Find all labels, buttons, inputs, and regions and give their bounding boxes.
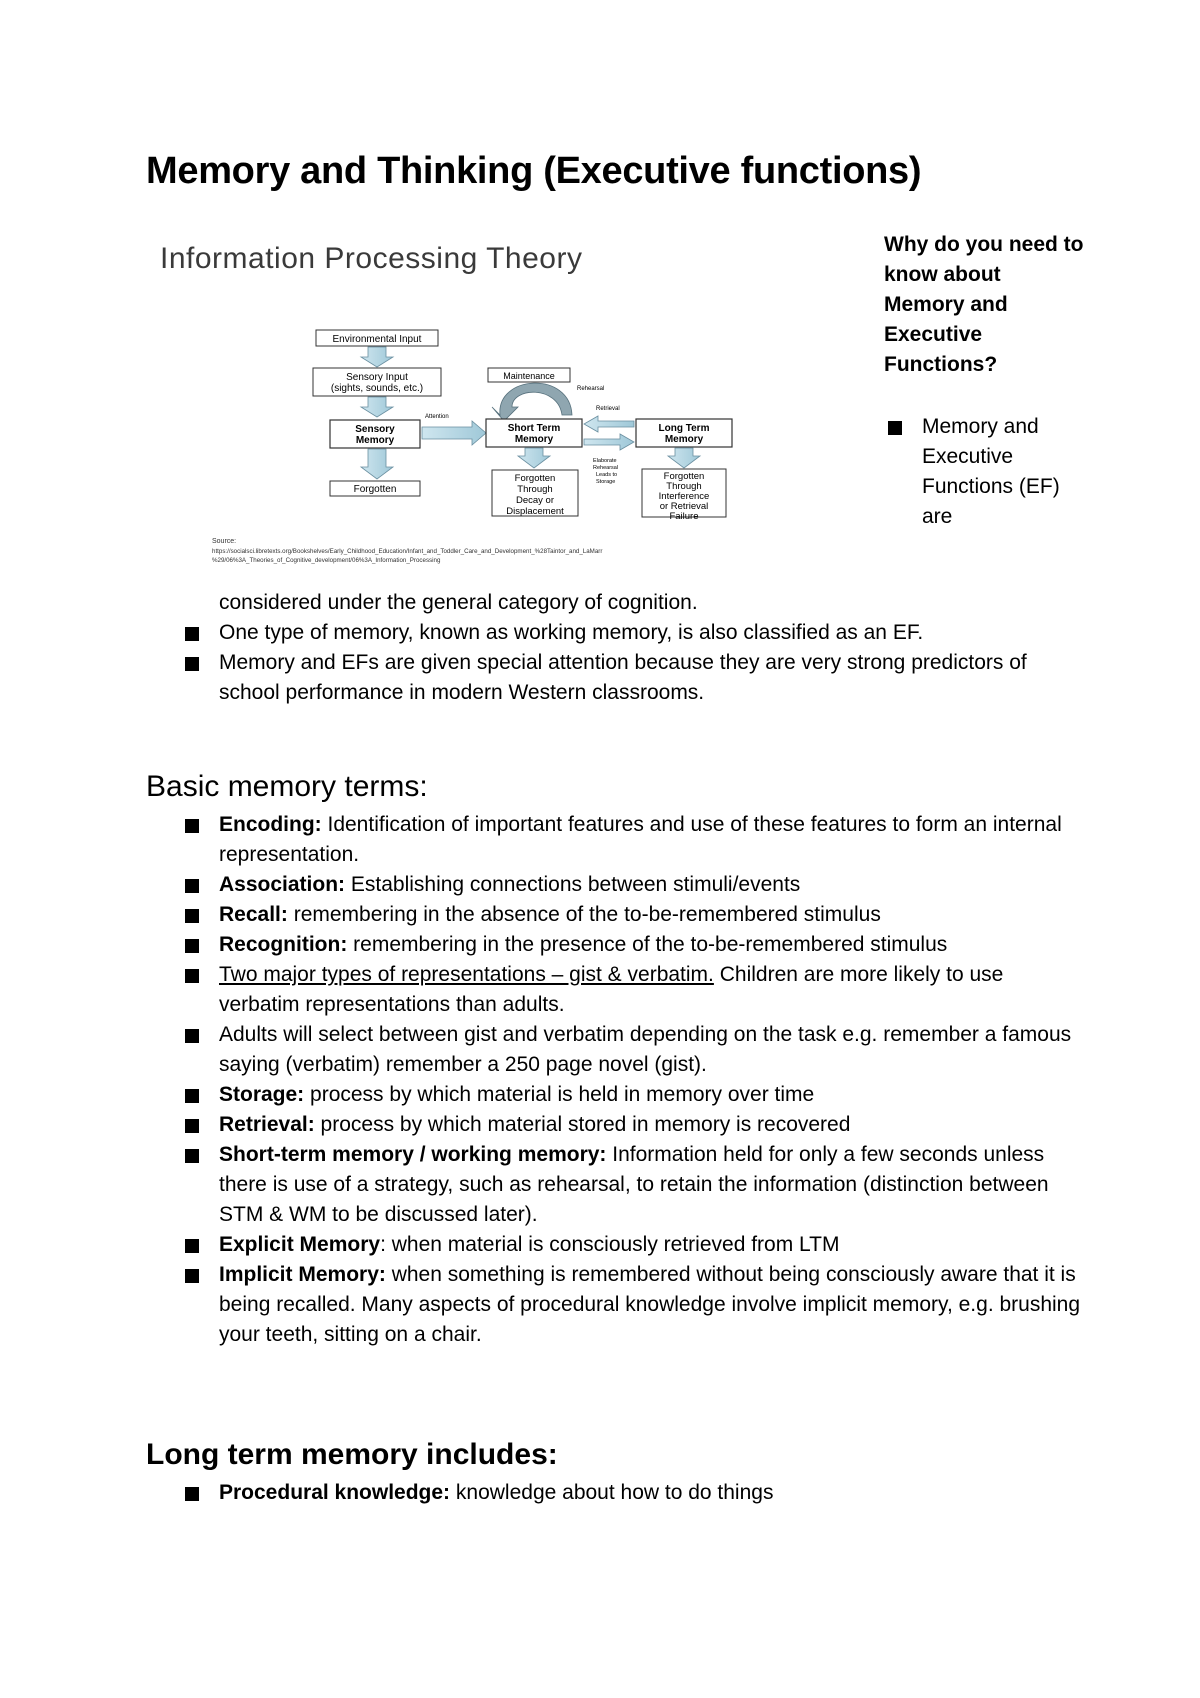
svg-text:Retrieval: Retrieval bbox=[596, 406, 620, 412]
bullet-square-icon bbox=[185, 819, 199, 833]
svg-text:Through: Through bbox=[666, 481, 702, 492]
list-item bbox=[219, 618, 1079, 648]
down-arrow bbox=[518, 448, 550, 468]
list-item bbox=[219, 960, 1089, 1020]
svg-text:Maintenance: Maintenance bbox=[503, 371, 555, 381]
env-input-box bbox=[316, 330, 438, 346]
term-text: process by which material stored in memory is recovered bbox=[314, 1113, 851, 1136]
term-text: remembering in the absence of the to-be-remembered stimulus bbox=[287, 903, 881, 926]
list-item bbox=[219, 1230, 1089, 1260]
underlined-text: Two major types of representations – gist & verbatim. bbox=[219, 963, 714, 986]
list-item bbox=[219, 810, 1089, 870]
bullet-square-icon bbox=[185, 1029, 199, 1043]
continuation-line: considered under the general category of cognition. bbox=[219, 591, 698, 614]
section-heading-basic: Basic memory terms: bbox=[146, 770, 428, 803]
term-text: Information held for only a few seconds unless there is use of a strategy, such as rehearsal, to retain the information (distinction between STM & WM to be discussed later). bbox=[219, 1143, 1049, 1226]
svg-text:Forgotten: Forgotten bbox=[663, 471, 705, 482]
list-item-text: Memory and EFs are given special attention because they are very strong predictors of school performance in modern Western classrooms. bbox=[219, 651, 1027, 704]
bullet-square-icon bbox=[185, 1487, 199, 1501]
svg-text:Storage: Storage bbox=[596, 479, 616, 485]
term: Storage: bbox=[219, 1083, 305, 1106]
stm-forgotten-box bbox=[492, 470, 578, 517]
ltm-forgotten-box bbox=[642, 469, 726, 522]
term-text: Adults will select between gist and verbatim depending on the task e.g. remember a famous saying (verbatim) remember a 250 page novel (gist). bbox=[219, 1023, 1072, 1076]
list-item bbox=[219, 1260, 1089, 1350]
svg-text:Short Term: Short Term bbox=[507, 423, 561, 434]
list-item bbox=[219, 1140, 1089, 1230]
svg-text:Displacement: Displacement bbox=[506, 506, 564, 517]
svg-text:Sensory: Sensory bbox=[355, 424, 395, 435]
svg-text:Elaborate: Elaborate bbox=[593, 458, 617, 464]
retrieval-arrow bbox=[584, 416, 634, 432]
svg-text:Failure: Failure bbox=[669, 511, 699, 522]
bullet-square-icon bbox=[185, 879, 199, 893]
term: Recall: bbox=[219, 903, 288, 926]
svg-text:Rehearsal: Rehearsal bbox=[593, 465, 619, 471]
list-item bbox=[219, 1080, 1089, 1110]
long-term-memory-box bbox=[636, 419, 732, 447]
list-item-text: One type of memory, known as working memory, is also classified as an EF. bbox=[219, 621, 924, 644]
svg-text:Long Term: Long Term bbox=[658, 423, 710, 434]
bullet-square-icon bbox=[185, 1089, 199, 1103]
ltm-list bbox=[219, 1478, 1079, 1508]
svg-text:Memory: Memory bbox=[355, 435, 395, 446]
bullet-square-icon bbox=[185, 939, 199, 953]
term: Retrieval: bbox=[219, 1113, 315, 1136]
svg-text:https://socialsci.libretexts.o: https://socialsci.libretexts.org/Bookshelves/Early_Childhood_Education/Infant_and_Toddler_Care_and_Development_%28Taintor_and_LaMarr bbox=[212, 548, 603, 555]
rehearsal-loop-arrow bbox=[492, 383, 572, 421]
term-text: knowledge about how to do things bbox=[450, 1481, 774, 1504]
term-text: remembering in the presence of the to-be-remembered stimulus bbox=[347, 933, 948, 956]
term: Implicit Memory: bbox=[219, 1263, 386, 1286]
bullet-square-icon bbox=[185, 969, 199, 983]
svg-text:Attention: Attention bbox=[425, 414, 449, 420]
figure-title: Information Processing Theory bbox=[160, 242, 583, 275]
bullet-square-icon bbox=[185, 1119, 199, 1133]
svg-text:Leads to: Leads to bbox=[596, 472, 618, 478]
svg-text:Interference: Interference bbox=[658, 491, 710, 502]
svg-text:Forgotten: Forgotten bbox=[353, 484, 397, 495]
svg-text:Rehearsal: Rehearsal bbox=[577, 386, 605, 392]
bullet-square-icon bbox=[185, 909, 199, 923]
term: Procedural knowledge: bbox=[219, 1481, 451, 1504]
term-text: Establishing connections between stimuli/events bbox=[345, 873, 801, 896]
list-item bbox=[219, 1020, 1089, 1080]
down-arrow bbox=[361, 397, 393, 417]
storage-arrow bbox=[584, 434, 634, 450]
svg-text:%29/06%3A_Theories_of_Cognitiv: %29/06%3A_Theories_of_Cognitive_development/06%3A_Information_Processing bbox=[212, 557, 441, 564]
term: Recognition: bbox=[219, 933, 348, 956]
svg-text:Environmental Input: Environmental Input bbox=[332, 334, 422, 345]
down-arrow bbox=[361, 347, 393, 367]
bullet-square-icon bbox=[185, 1239, 199, 1253]
info-processing-diagram bbox=[200, 225, 880, 575]
maintenance-box bbox=[488, 368, 570, 382]
svg-text:Source:: Source: bbox=[212, 538, 237, 545]
term: Encoding: bbox=[219, 813, 322, 836]
sensory-memory-box bbox=[330, 420, 420, 448]
bullet-square-icon bbox=[185, 1269, 199, 1283]
list-item bbox=[219, 930, 1089, 960]
term-text: process by which material is held in memory over time bbox=[304, 1083, 815, 1106]
bullet-square-icon bbox=[185, 627, 199, 641]
svg-text:(sights, sounds, etc.): (sights, sounds, etc.) bbox=[330, 383, 424, 394]
down-arrow bbox=[668, 448, 700, 468]
term: Explicit Memory bbox=[219, 1233, 381, 1256]
term-text: Children are more likely to use verbatim representations than adults. bbox=[219, 963, 1004, 1016]
svg-text:Forgotten: Forgotten bbox=[514, 473, 556, 484]
attention-arrow bbox=[422, 421, 486, 445]
bullet-square-icon bbox=[888, 421, 902, 435]
list-item bbox=[219, 870, 1089, 900]
term-text: when something is remembered without being consciously aware that it is being recalled. Many aspects of procedural knowledge involve implicit memory, e.g. brushing your teeth, sitting on a chair. bbox=[219, 1263, 1081, 1346]
sidebar-bullet-text: Memory and Executive Functions (EF) are bbox=[922, 415, 1060, 528]
list-item bbox=[219, 648, 1079, 708]
sidebar-bullet bbox=[922, 412, 1082, 532]
short-term-memory-box bbox=[486, 419, 582, 447]
bullet-square-icon bbox=[185, 1149, 199, 1163]
svg-text:Through: Through bbox=[517, 484, 553, 495]
term-text: Identification of important features and use of these features to form an internal representation. bbox=[219, 813, 1062, 866]
page-title: Memory and Thinking (Executive functions) bbox=[146, 150, 922, 192]
section-heading-ltm: Long term memory includes: bbox=[146, 1438, 558, 1471]
forgotten-box bbox=[330, 481, 420, 496]
list-item bbox=[219, 1478, 1079, 1508]
term-text: : when material is consciously retrieved from LTM bbox=[380, 1233, 840, 1256]
svg-text:or Retrieval: or Retrieval bbox=[659, 501, 709, 512]
svg-text:Decay or: Decay or bbox=[515, 495, 555, 506]
svg-text:Sensory Input: Sensory Input bbox=[346, 372, 408, 383]
term: Association: bbox=[219, 873, 346, 896]
svg-text:Memory: Memory bbox=[514, 434, 554, 445]
sensory-input-box bbox=[313, 368, 441, 396]
terms-list bbox=[219, 810, 1089, 1350]
down-arrow bbox=[361, 449, 393, 479]
sidebar-question: Why do you need to know about Memory and Executive Functions? bbox=[884, 233, 1084, 376]
svg-text:Memory: Memory bbox=[664, 434, 704, 445]
list-item bbox=[219, 1110, 1089, 1140]
term: Short-term memory / working memory: bbox=[219, 1143, 607, 1166]
list-item bbox=[219, 900, 1089, 930]
intro-list bbox=[219, 618, 1079, 708]
bullet-square-icon bbox=[185, 657, 199, 671]
